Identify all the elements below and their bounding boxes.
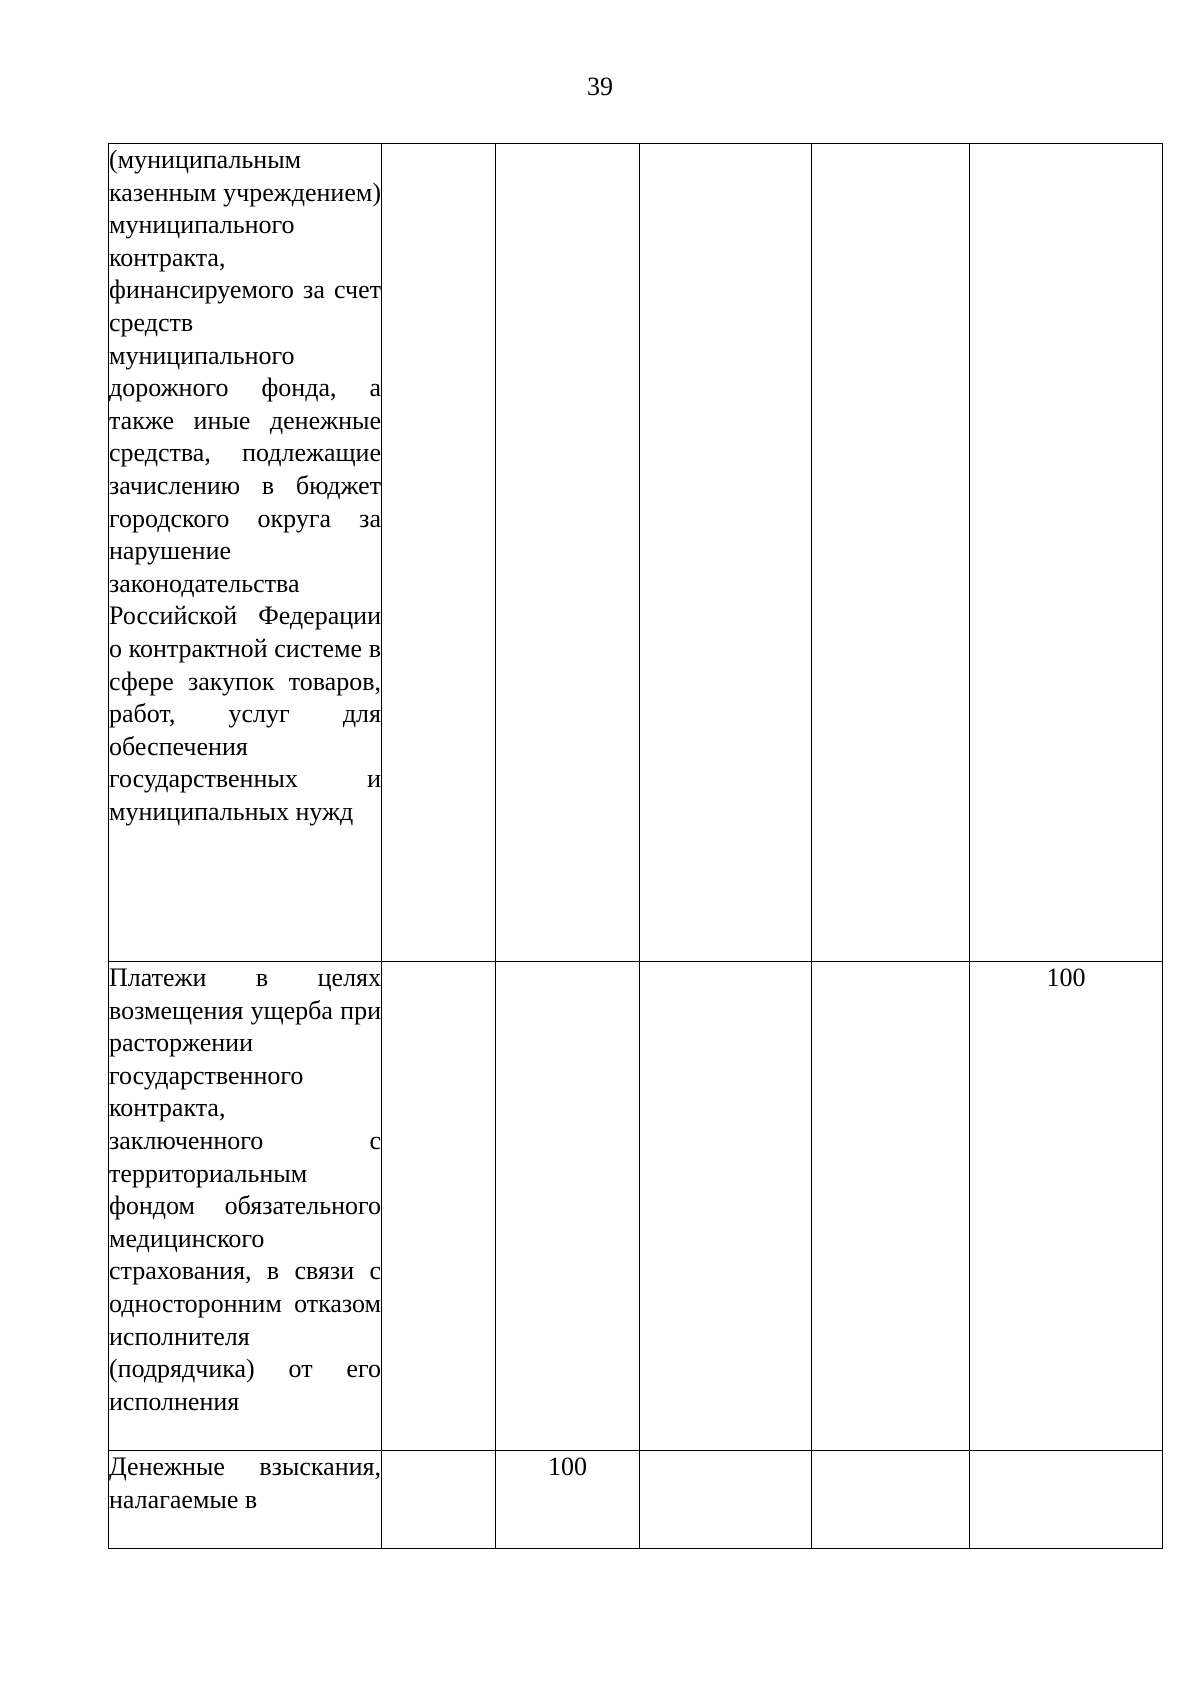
row-description: Платежи в целях возмещения ущерба при расторжении государственного контракта, заключенного с территориальным фондом обязательного медицинского страхования, в связи с односторонним отказом исполнителя (подрядчика) от его исполнения [109, 963, 381, 1416]
table-cell [812, 144, 970, 962]
table-cell [970, 1451, 1163, 1549]
table-cell [382, 1451, 496, 1549]
table-cell-description [109, 144, 382, 962]
table-cell [382, 962, 496, 1451]
table-row [109, 1451, 1163, 1549]
table-cell [496, 962, 640, 1451]
table-cell [640, 1451, 812, 1549]
table-cell-description [109, 1451, 382, 1549]
table-cell: 100 [496, 1451, 640, 1549]
table-cell [382, 144, 496, 962]
table-cell [496, 144, 640, 962]
table-cell [640, 144, 812, 962]
row-description: Денежные взыскания, налагаемые в [109, 1452, 381, 1514]
table-cell [812, 1451, 970, 1549]
table-row [109, 962, 1163, 1451]
table-cell [970, 144, 1163, 962]
page-number: 39 [587, 72, 613, 101]
budget-revenue-table [108, 143, 1163, 1549]
table-cell [812, 962, 970, 1451]
table-row [109, 144, 1163, 962]
table-cell [640, 962, 812, 1451]
table-cell-description [109, 962, 382, 1451]
table-cell: 100 [970, 962, 1163, 1451]
row-description: (муниципальным казенным учреждением) муниципального контракта, финансируемого за счет средств муниципального дорожного фонда, а также иные денежные средства, подлежащие зачислению в бюджет городского округа за нарушение законодательства Российской Федерации о контрактной системе в сфере закупок товаров, работ, услуг для обеспечения государственных и муниципальных нужд [109, 145, 381, 826]
